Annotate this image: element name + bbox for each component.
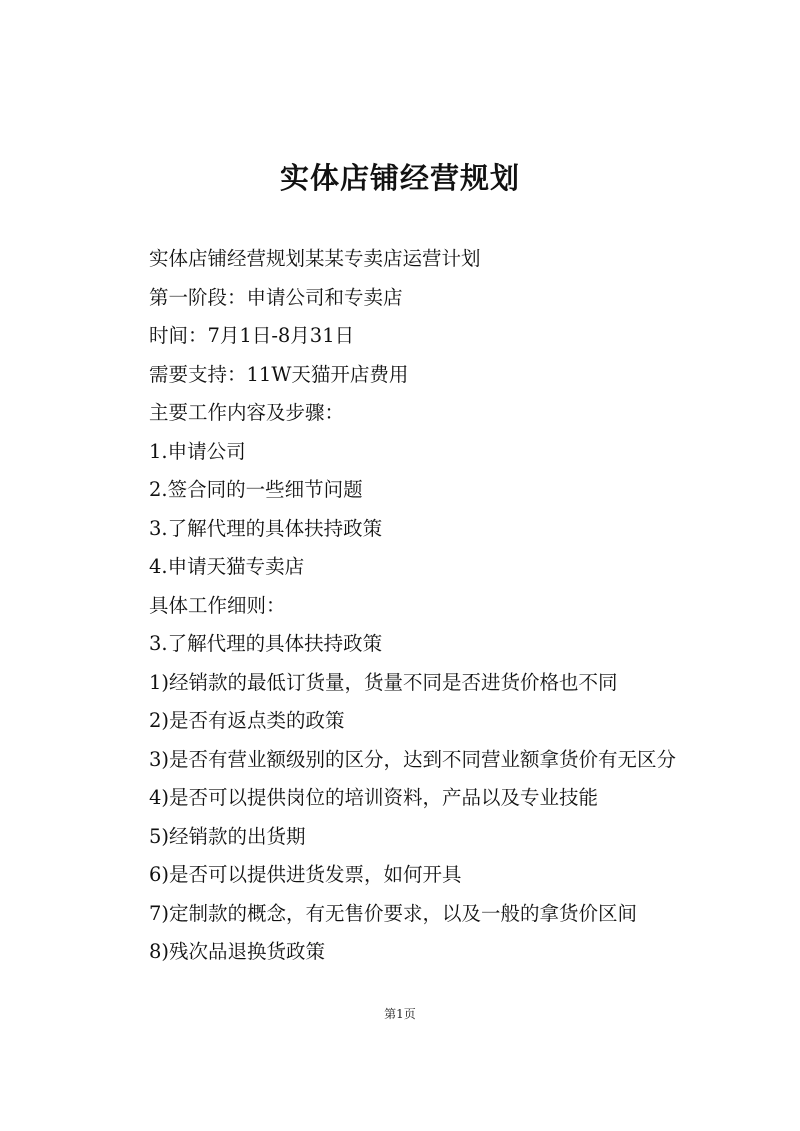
list-item: 7)定制款的概念，有无售价要求，以及一般的拿货价区间: [149, 901, 638, 925]
paragraph-phase-one: 第一阶段：申请公司和专卖店: [149, 285, 403, 309]
paragraph-subheading: 3.了解代理的具体扶持政策: [149, 632, 383, 655]
list-item: 4)是否可以提供岗位的培训资料，产品以及专业技能: [149, 786, 599, 809]
list-item: 1.申请公司: [149, 439, 246, 463]
paragraph-support: 需要支持：11W天猫开店费用: [149, 362, 409, 386]
list-item: 6)是否可以提供进货发票，如何开具: [149, 863, 462, 886]
document-body: [110, 240, 700, 972]
paragraph-main-work: 主要工作内容及步骤：: [149, 401, 345, 424]
list-item: 8)残次品退换货政策: [149, 940, 326, 963]
list-item: 3)是否有营业额级别的区分，达到不同营业额拿货价有无区分: [149, 747, 677, 771]
list-item: 5)经销款的出货期: [149, 824, 306, 848]
paragraph-intro: 实体店铺经营规划某某专卖店运营计划: [149, 247, 481, 270]
list-item: 1)经销款的最低订货量，货量不同是否进货价格也不同: [149, 670, 618, 694]
list-item: 3.了解代理的具体扶持政策: [149, 516, 383, 540]
paragraph-time: 时间：7月1日-8月31日: [149, 324, 355, 347]
document-title: 实体店铺经营规划: [279, 161, 520, 195]
list-item: 2)是否有返点类的政策: [149, 709, 345, 732]
list-item: 4.申请天猫专卖店: [149, 555, 305, 578]
page-number: 第1页: [384, 1007, 416, 1021]
list-item: 2.签合同的一些细节问题: [149, 478, 363, 501]
paragraph-work-details: 具体工作细则：: [149, 593, 286, 617]
